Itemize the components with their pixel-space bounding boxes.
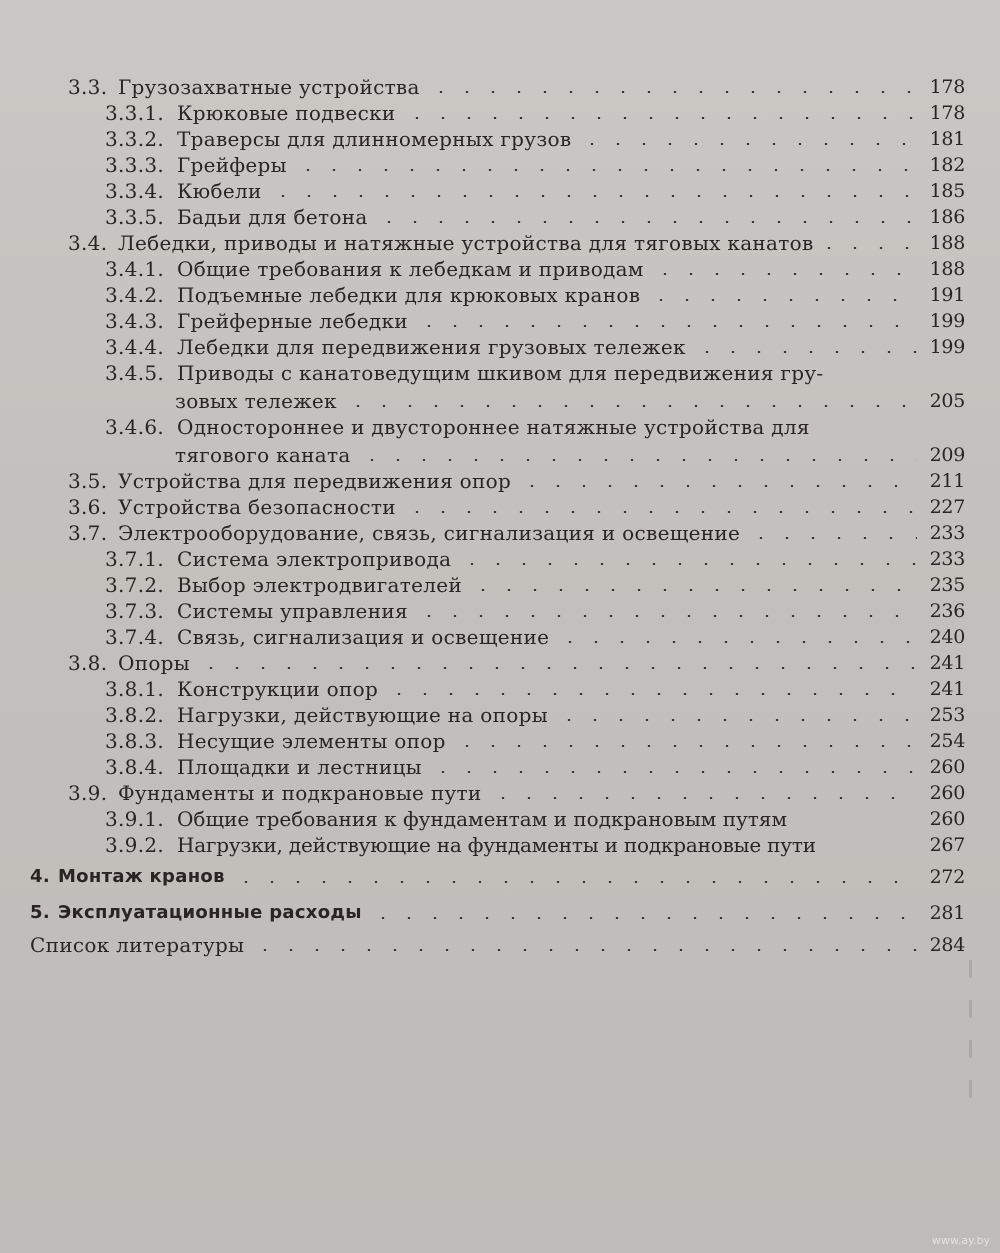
toc-entry-title: Несущие элементы опор (177, 729, 446, 753)
toc-entry (30, 778, 965, 804)
toc-entry (30, 648, 965, 674)
leader-dots (820, 854, 921, 856)
toc-entry-title-continued: зовых тележек (175, 389, 337, 413)
toc-entry (30, 254, 965, 280)
leader-dots (652, 273, 917, 275)
toc-entry (30, 930, 965, 956)
toc-entry-number: 3.4.1. (105, 257, 165, 281)
leader-dots (345, 405, 917, 407)
toc-entry-number: 3.8. (68, 651, 108, 675)
toc-entry-page: 199 (929, 310, 965, 332)
toc-entry-number: 3.9.2. (105, 833, 165, 857)
toc-entry-number: 3.3.3. (105, 153, 165, 177)
toc-entry (30, 674, 965, 700)
toc-entry (30, 412, 965, 466)
toc-entry-page: 199 (929, 336, 965, 358)
leader-dots (404, 511, 917, 513)
toc-entry (30, 72, 965, 98)
toc-entry-title: Грузозахватные устройства (118, 75, 420, 99)
toc-entry-page: 272 (929, 866, 965, 888)
toc-entry-title: Нагрузки, действующие на фундаменты и подкрановые пути (177, 833, 816, 857)
leader-dots (386, 693, 917, 695)
toc-entry (30, 306, 965, 332)
toc-entry-page: 260 (929, 808, 965, 830)
toc-entry-page: 227 (929, 496, 965, 518)
toc-entry-title: Лебедки, приводы и натяжные устройства для тяговых канатов (118, 231, 814, 255)
toc-entry-page: 235 (929, 574, 965, 596)
toc-entry-page: 178 (929, 76, 965, 98)
leader-dots (270, 195, 917, 197)
toc-entry-number: 3.7. (68, 521, 108, 545)
toc-entry-number: 3.4.2. (105, 283, 165, 307)
toc-entry-page: 205 (929, 390, 965, 412)
toc-entry-number: 3.8.1. (105, 677, 165, 701)
toc-entry-number: 3.7.2. (105, 573, 165, 597)
leader-dots (490, 797, 917, 799)
toc-entry-page: 191 (929, 284, 965, 306)
toc-entry (30, 700, 965, 726)
leader-dots (694, 351, 917, 353)
toc-entry-title: Связь, сигнализация и освещение (177, 625, 550, 649)
page-edge-marks (969, 960, 972, 1100)
toc-entry-number: 3.4.4. (105, 335, 165, 359)
leader-dots (233, 881, 917, 883)
leader-dots (519, 485, 917, 487)
toc-entry-number: 5. (30, 902, 50, 923)
toc-entry (30, 830, 965, 856)
leader-dots (579, 143, 917, 145)
toc-entry (30, 358, 965, 412)
leader-dots (376, 221, 917, 223)
toc-entry (30, 544, 965, 570)
toc-entry (30, 726, 965, 752)
toc-entry-number: 3.9. (68, 781, 108, 805)
toc-entry-number: 3.8.2. (105, 703, 165, 727)
leader-dots (252, 949, 917, 951)
toc-entry-title: Устройства для передвижения опор (118, 469, 512, 493)
toc-entry-title: Крюковые подвески (177, 101, 396, 125)
toc-entry-title: Устройства безопасности (118, 495, 396, 519)
toc-entry-page: 240 (929, 626, 965, 648)
toc-entry-page: 181 (929, 128, 965, 150)
leader-dots (198, 667, 917, 669)
toc-entry-title: Кюбели (177, 179, 262, 203)
leader-dots (557, 641, 917, 643)
toc-entry-number: 3.4.5. (105, 361, 165, 385)
toc-entry-page: 186 (929, 206, 965, 228)
toc-entry-page: 188 (929, 232, 965, 254)
toc-entry-title: Бадьи для бетона (177, 205, 368, 229)
toc-entry-title: Одностороннее и двустороннее натяжные устройства для (177, 415, 810, 439)
toc-entry-title: Грейферы (177, 153, 287, 177)
toc-entry-number: 3.4. (68, 231, 108, 255)
toc-entry-title: Общие требования к фундаментам и подкрановым путям (177, 807, 788, 831)
toc-entry-page: 178 (929, 102, 965, 124)
toc-entry-number: 3.3.4. (105, 179, 165, 203)
toc-entry-number: 3.3.2. (105, 127, 165, 151)
toc-entry-page: 211 (929, 470, 965, 492)
toc-entry-number: 3.3.1. (105, 101, 165, 125)
toc-entry-page: 233 (929, 522, 965, 544)
toc-entry-page: 267 (929, 834, 965, 856)
toc-entry (30, 752, 965, 778)
toc-entry (30, 280, 965, 306)
leader-dots (454, 745, 917, 747)
toc-entry (30, 176, 965, 202)
leader-dots (404, 117, 917, 119)
leader-dots (648, 299, 917, 301)
toc-entry-title: Электрооборудование, связь, сигнализация и освещение (118, 521, 741, 545)
leader-dots (416, 325, 917, 327)
toc-entry-number: 4. (30, 866, 50, 887)
toc-entry (30, 804, 965, 830)
leader-dots (295, 169, 917, 171)
toc-entry (30, 150, 965, 176)
toc-entry-title: Грейферные лебедки (177, 309, 408, 333)
toc-entry-title: Общие требования к лебедкам и приводам (177, 257, 644, 281)
toc-entry-number: 3.7.1. (105, 547, 165, 571)
toc-entry-title: Монтаж кранов (57, 866, 225, 887)
leader-dots (359, 459, 917, 461)
toc-entry-title: Фундаменты и подкрановые пути (118, 781, 482, 805)
toc-entry (30, 570, 965, 596)
toc-entry-title: Выбор электродвигателей (177, 573, 462, 597)
toc-entry (30, 518, 965, 544)
toc-entry-title: Подъемные лебедки для крюковых кранов (177, 283, 641, 307)
toc-entry-title: Лебедки для передвижения грузовых тележек (177, 335, 686, 359)
toc-entry-title: Система электропривода (177, 547, 452, 571)
leader-dots (470, 589, 917, 591)
toc-entry-title: Системы управления (177, 599, 408, 623)
toc-entry-title: Список литературы (30, 933, 245, 957)
toc-entry-page: 188 (929, 258, 965, 280)
leader-dots (416, 615, 917, 617)
toc-entry-title-continued: тягового каната (175, 443, 351, 467)
toc-entry-number: 3.4.6. (105, 415, 165, 439)
toc-entry (30, 466, 965, 492)
leader-dots (816, 247, 917, 249)
toc-entry-title: Опоры (118, 651, 190, 675)
toc-entry-page: 182 (929, 154, 965, 176)
leader-dots (430, 771, 917, 773)
toc-entry-page: 233 (929, 548, 965, 570)
toc-entry-number: 3.6. (68, 495, 108, 519)
toc-entry-page: 236 (929, 600, 965, 622)
leader-dots (459, 563, 917, 565)
toc-entry-page: 241 (929, 652, 965, 674)
toc-entry-title: Нагрузки, действующие на опоры (177, 703, 548, 727)
toc-entry-number: 3.8.4. (105, 755, 165, 779)
toc-entry (30, 862, 965, 888)
toc-entry (30, 228, 965, 254)
toc-entry-page: 260 (929, 782, 965, 804)
toc-entry-number: 3.3. (68, 75, 108, 99)
toc-entry-title: Конструкции опор (177, 677, 379, 701)
leader-dots (748, 537, 917, 539)
toc-entry-page: 253 (929, 704, 965, 726)
watermark: www.ay.by (931, 1234, 990, 1247)
toc-entry (30, 202, 965, 228)
toc-entry-number: 3.7.4. (105, 625, 165, 649)
toc-entry-title: Эксплуатационные расходы (57, 902, 362, 923)
toc-entry (30, 98, 965, 124)
toc-entry-page: 209 (929, 444, 965, 466)
toc-entry-page: 281 (929, 902, 965, 924)
leader-dots (428, 91, 917, 93)
toc-entry (30, 332, 965, 358)
toc-entry-page: 254 (929, 730, 965, 752)
toc-entry (30, 124, 965, 150)
toc-entry-number: 3.7.3. (105, 599, 165, 623)
leader-dots (370, 917, 917, 919)
leader-dots (556, 719, 917, 721)
toc-entry-page: 185 (929, 180, 965, 202)
toc-entry-title: Площадки и лестницы (177, 755, 422, 779)
toc-entry-page: 241 (929, 678, 965, 700)
table-of-contents (30, 72, 965, 956)
toc-entry (30, 596, 965, 622)
toc-entry-number: 3.4.3. (105, 309, 165, 333)
toc-entry-number: 3.9.1. (105, 807, 165, 831)
toc-entry-number: 3.5. (68, 469, 108, 493)
toc-entry-number: 3.3.5. (105, 205, 165, 229)
toc-entry-title: Траверсы для длинномерных грузов (177, 127, 572, 151)
toc-entry (30, 622, 965, 648)
toc-entry (30, 898, 965, 924)
toc-entry-number: 3.8.3. (105, 729, 165, 753)
toc-entry-title: Приводы с канатоведущим шкивом для передвижения гру- (177, 361, 824, 385)
toc-entry (30, 492, 965, 518)
toc-entry-page: 284 (929, 934, 965, 956)
toc-entry-page: 260 (929, 756, 965, 778)
